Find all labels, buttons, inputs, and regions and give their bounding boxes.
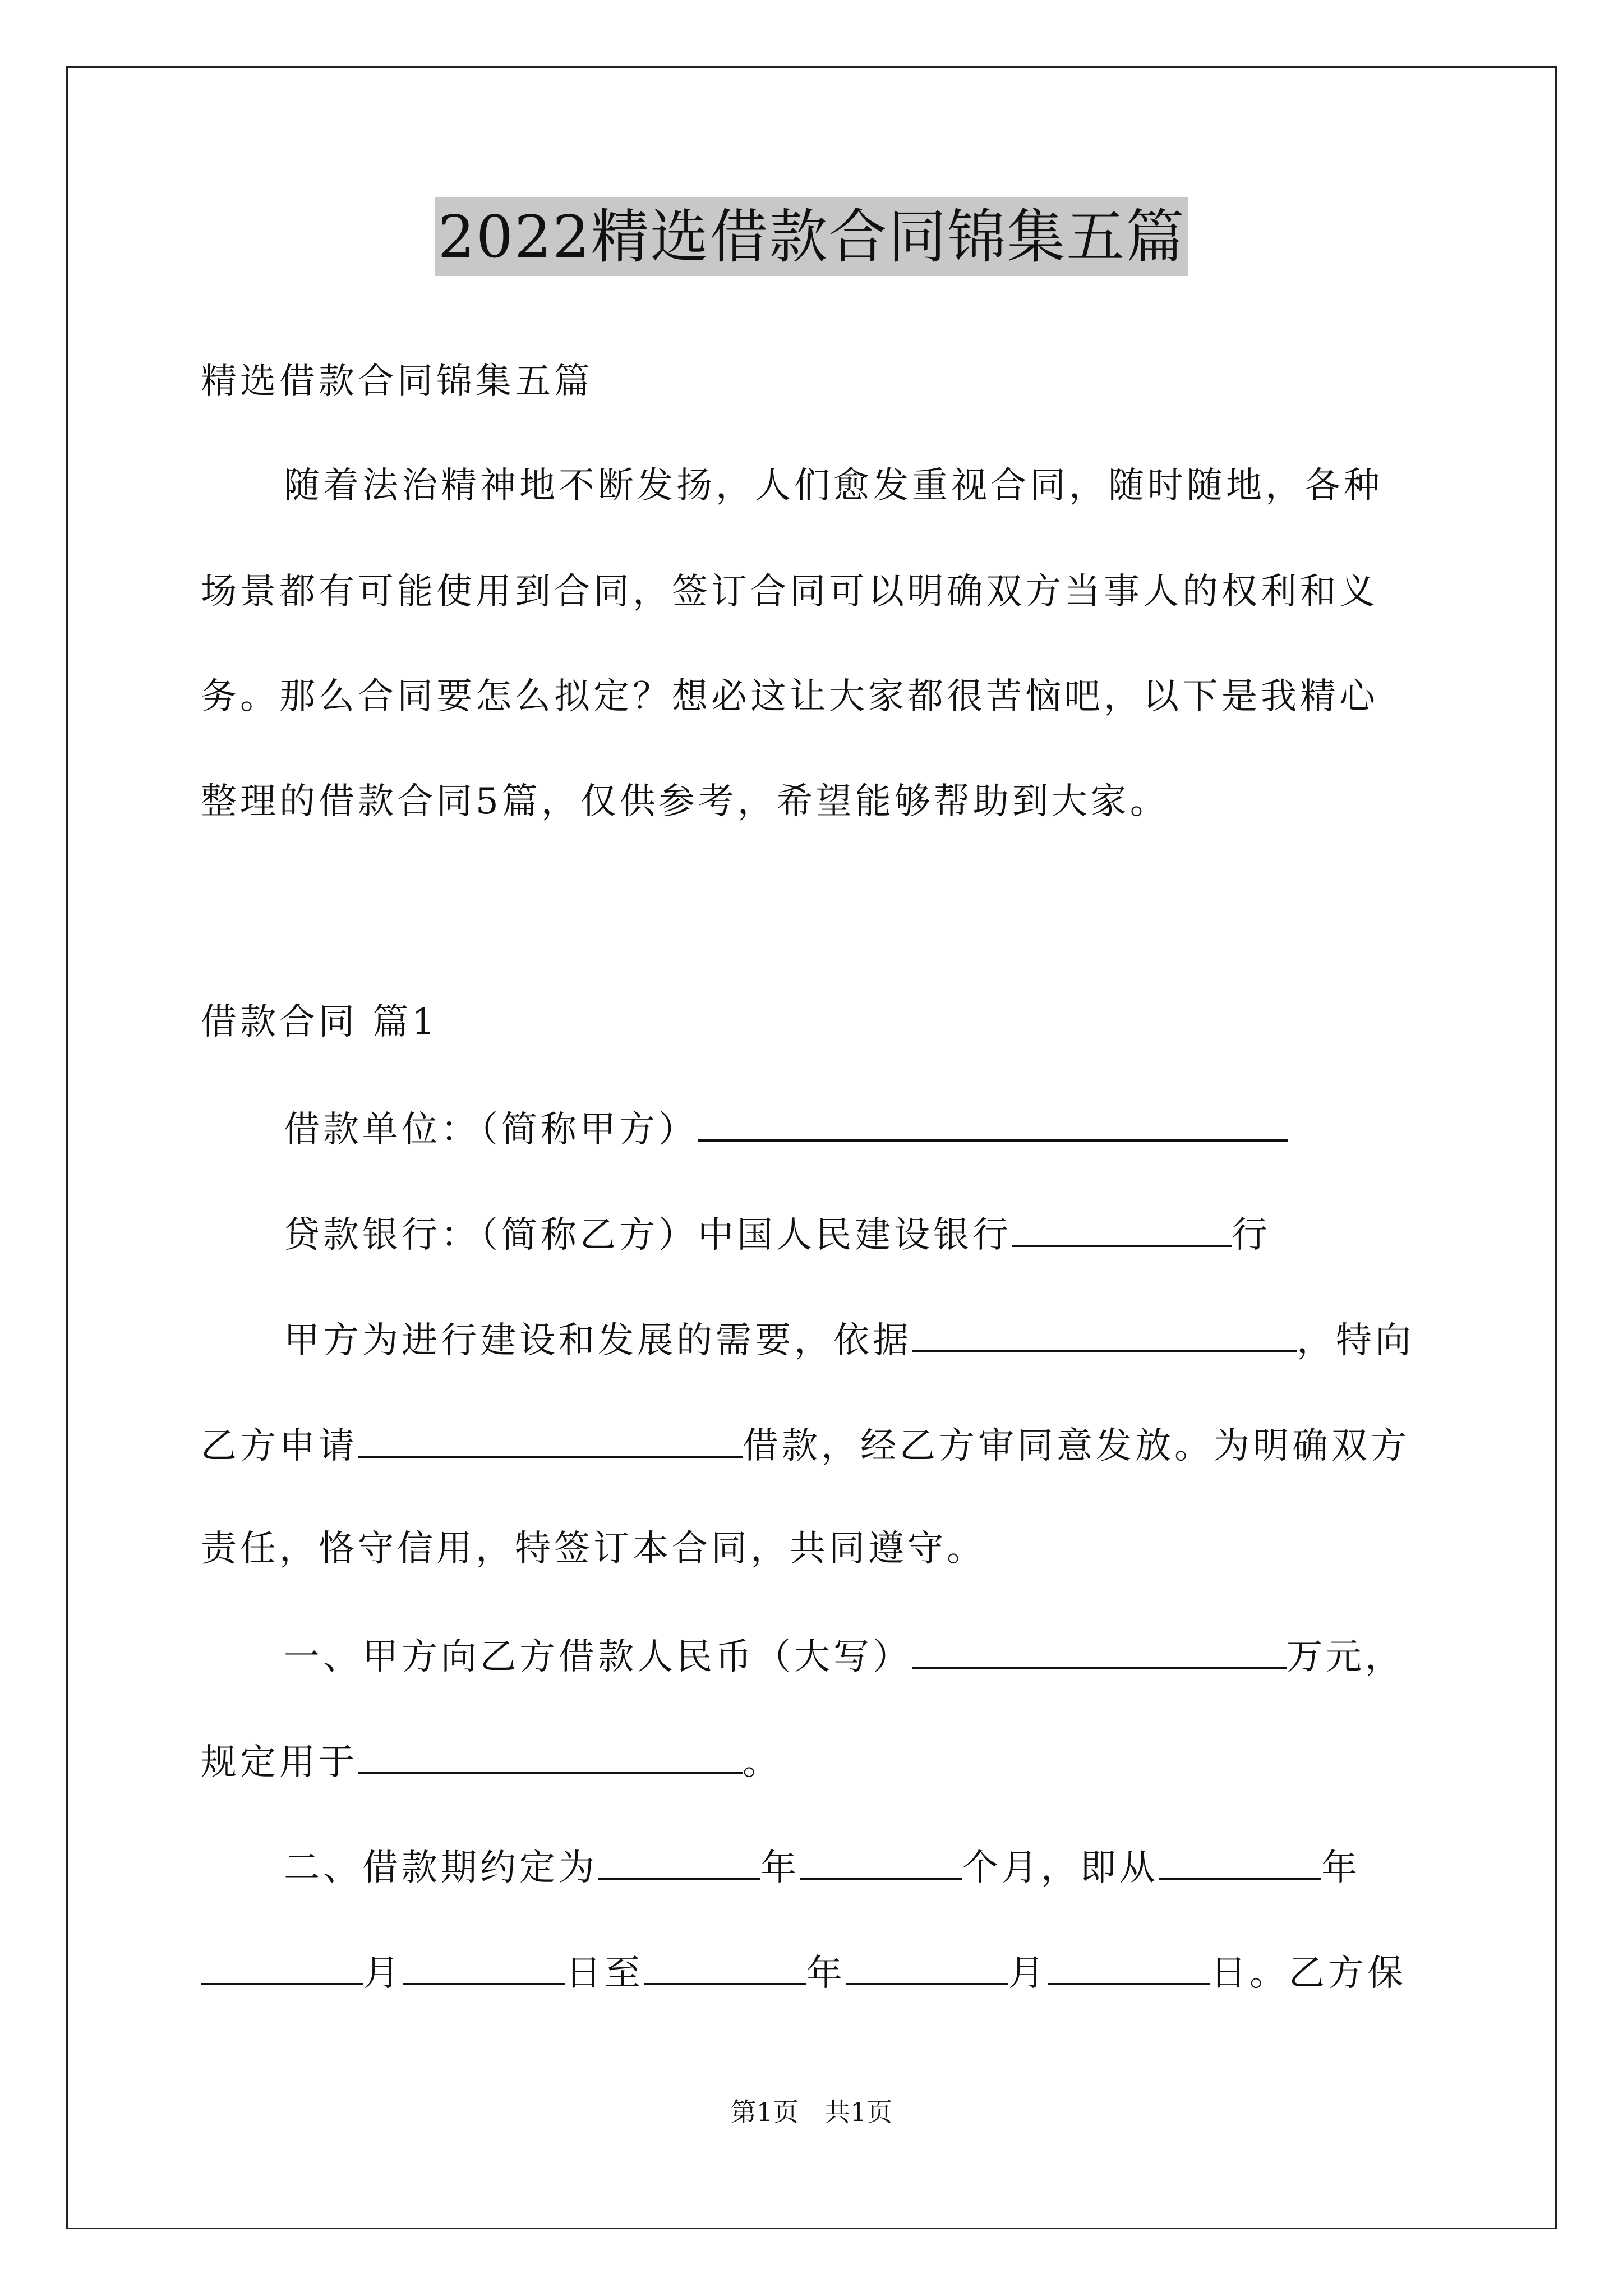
loan-type-blank[interactable] xyxy=(358,1421,743,1458)
para2-text-a: 乙方申请 xyxy=(201,1425,358,1467)
intro-line-4: 整理的借款合同5篇，仅供参考，希望能够帮助到大家。 xyxy=(201,781,1169,822)
end-month-blank[interactable] xyxy=(846,1948,1008,1985)
page-footer: 第1页 共1页 xyxy=(730,2097,893,2127)
para1-line xyxy=(284,1315,1414,1363)
para1-text-b: ，特向 xyxy=(1297,1320,1414,1361)
para2-text-b: 借款，经乙方审同意发放。为明确双方 xyxy=(743,1425,1410,1467)
document-subtitle: 精选借款合同锦集五篇 xyxy=(201,361,593,402)
clause2-text-e: 月 xyxy=(363,1953,403,1994)
borrower-line xyxy=(284,1105,1288,1152)
clause2-text-a: 二、借款期约定为 xyxy=(284,1847,598,1889)
intro-line-2: 场景都有可能使用到合同，签订合同可以明确双方当事人的权利和义 xyxy=(201,571,1378,613)
title-wrap xyxy=(0,197,1623,276)
clause1-line xyxy=(284,1632,1404,1680)
clause1-cont-line xyxy=(201,1737,782,1785)
clause2-line xyxy=(284,1843,1361,1890)
borrower-blank[interactable] xyxy=(698,1105,1288,1142)
start-year-blank[interactable] xyxy=(1159,1843,1321,1880)
clause1-text-c: 规定用于 xyxy=(201,1742,358,1783)
purpose-blank[interactable] xyxy=(358,1737,743,1774)
end-year-blank[interactable] xyxy=(644,1948,806,1985)
clause2-text-d: 年 xyxy=(1321,1847,1361,1889)
lender-branch-blank[interactable] xyxy=(1012,1210,1232,1247)
borrower-label: 借款单位：（简称甲方） xyxy=(284,1109,698,1151)
clause2-text-h: 月 xyxy=(1008,1953,1048,1994)
clause2-cont-line xyxy=(201,1948,1407,1996)
para2-line xyxy=(201,1421,1410,1469)
clause2-text-i: 日。乙方保 xyxy=(1210,1953,1407,1994)
clause2-text-b: 年 xyxy=(760,1847,800,1889)
intro-line-3: 务。那么合同要怎么拟定？想必这让大家都很苦恼吧，以下是我精心 xyxy=(201,676,1378,717)
para3-line: 责任，恪守信用，特签订本合同，共同遵守。 xyxy=(201,1528,986,1570)
clause2-text-g: 年 xyxy=(806,1953,846,1994)
lender-suffix: 行 xyxy=(1232,1214,1271,1256)
para1-text-a: 甲方为进行建设和发展的需要，依据 xyxy=(284,1320,912,1361)
term-months-blank[interactable] xyxy=(800,1843,962,1880)
start-month-blank[interactable] xyxy=(201,1948,363,1985)
start-day-blank[interactable] xyxy=(403,1948,565,1985)
clause2-text-c: 个月，即从 xyxy=(962,1847,1159,1889)
lender-line xyxy=(284,1210,1271,1258)
amount-blank[interactable] xyxy=(912,1632,1287,1669)
section-heading: 借款合同 篇1 xyxy=(201,1001,439,1043)
end-day-blank[interactable] xyxy=(1048,1948,1210,1985)
clause1-text-d: 。 xyxy=(743,1742,782,1783)
clause1-text-a: 一、甲方向乙方借款人民币（大写） xyxy=(284,1636,912,1678)
term-years-blank[interactable] xyxy=(598,1843,760,1880)
clause1-text-b: 万元， xyxy=(1287,1636,1404,1678)
lender-label: 贷款银行：（简称乙方）中国人民建设银行 xyxy=(284,1214,1012,1256)
basis-blank[interactable] xyxy=(912,1315,1297,1352)
clause2-text-f: 日至 xyxy=(565,1953,644,1994)
intro-line-1: 随着法治精神地不断发扬，人们愈发重视合同，随时随地，各种 xyxy=(284,465,1383,507)
document-title: 2022精选借款合同锦集五篇 xyxy=(435,197,1189,276)
